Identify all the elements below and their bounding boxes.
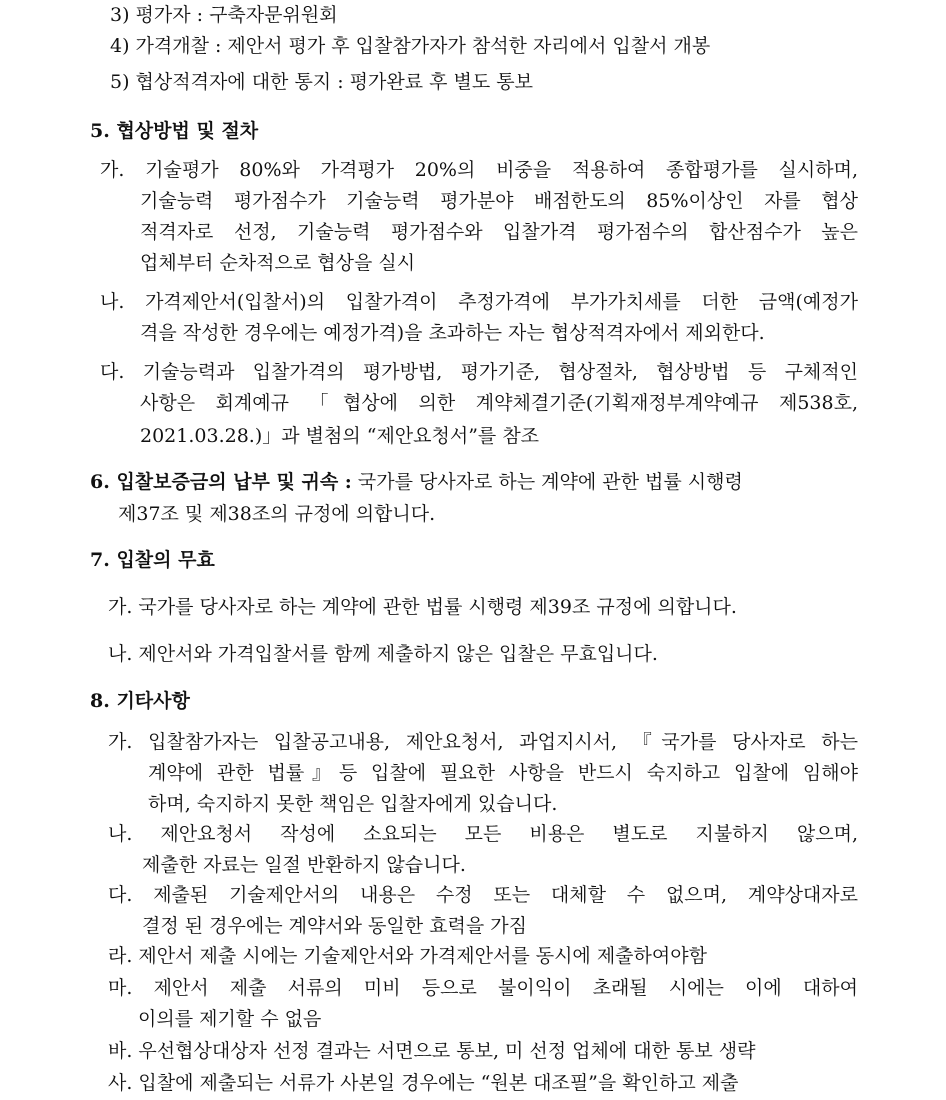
- sec5-na-line1: 나. 가격제안서(입찰서)의 입찰가격이 추정가격에 부가가치세를 더한 금액(예정가: [100, 291, 858, 313]
- sec7-heading: 7. 입찰의 무효: [90, 549, 215, 571]
- sec8-na-line2: 제출한 자료는 일절 반환하지 않습니다.: [142, 854, 466, 876]
- sec8-ga-line2: 계약에 관한 법률』등 입찰에 필요한 사항을 반드시 숙지하고 입찰에 임해야: [148, 762, 858, 784]
- sec5-ga-line3: 적격자로 선정, 기술능력 평가점수와 입찰가격 평가점수의 합산점수가 높은: [140, 221, 858, 243]
- sec5-na-line2: 격을 작성한 경우에는 예정가격)을 초과하는 자는 협상적격자에서 제외한다.: [140, 322, 765, 344]
- sec5-heading: 5. 협상방법 및 절차: [90, 120, 259, 142]
- sec8-da-line2: 결정 된 경우에는 계약서와 동일한 효력을 가짐: [142, 915, 527, 937]
- sec8-ma-line1: 마. 제안서 제출 서류의 미비 등으로 불이익이 초래될 시에는 이에 대하여: [108, 977, 858, 999]
- sec8-sa: 사. 입찰에 제출되는 서류가 사본일 경우에는 “원본 대조필”을 확인하고 제출: [108, 1072, 739, 1094]
- sec5-da-line2: 사항은 회계예규 「협상에 의한 계약체결기준(기획재정부계약예규 제538호,: [140, 392, 858, 414]
- sec5-ga-line2: 기술능력 평가점수가 기술능력 평가분야 배점한도의 85%이상인 자를 협상: [140, 190, 858, 212]
- sec5-ga-line4: 업체부터 순차적으로 협상을 실시: [140, 252, 416, 274]
- sec4-item-4: 4) 가격개찰 : 제안서 평가 후 입찰참가자가 참석한 자리에서 입찰서 개봉: [110, 35, 711, 57]
- sec8-ra: 라. 제안서 제출 시에는 기술제안서와 가격제안서를 동시에 제출하여야함: [108, 945, 707, 967]
- sec6-line2: 제37조 및 제38조의 규정에 의합니다.: [118, 503, 436, 525]
- sec8-ma-line2: 이의를 제기할 수 없음: [138, 1008, 322, 1030]
- sec4-item-5: 5) 협상적격자에 대한 통지 : 평가완료 후 별도 통보: [110, 71, 533, 93]
- sec5-ga-line1: 가. 기술평가 80%와 가격평가 20%의 비중을 적용하여 종합평가를 실시하며,: [100, 159, 858, 181]
- sec4-item-3: 3) 평가자 : 구축자문위원회: [110, 4, 338, 26]
- sec6-heading: 6. 입찰보증금의 납부 및 귀속 :: [90, 471, 352, 493]
- sec8-ba: 바. 우선협상대상자 선정 결과는 서면으로 통보, 미 선정 업체에 대한 통보 생략: [108, 1040, 756, 1062]
- sec7-ga: 가. 국가를 당사자로 하는 계약에 관한 법률 시행령 제39조 규정에 의합니다.: [108, 596, 737, 618]
- sec8-heading: 8. 기타사항: [90, 690, 190, 712]
- sec8-ga-line1: 가. 입찰참가자는 입찰공고내용, 제안요청서, 과업지시서, 『국가를 당사자로 하는: [108, 731, 858, 753]
- sec8-ga-line3: 하며, 숙지하지 못한 책임은 입찰자에게 있습니다.: [148, 793, 558, 815]
- sec5-da-line1: 다. 기술능력과 입찰가격의 평가방법, 평가기준, 협상절차, 협상방법 등 구체적인: [100, 361, 858, 383]
- sec6-line1-text: 국가를 당사자로 하는 계약에 관한 법률 시행령: [351, 471, 743, 493]
- sec7-na: 나. 제안서와 가격입찰서를 함께 제출하지 않은 입찰은 무효입니다.: [108, 643, 658, 665]
- sec8-da-line1: 다. 제출된 기술제안서의 내용은 수정 또는 대체할 수 없으며, 계약상대자로: [108, 884, 858, 906]
- sec8-na-line1: 나. 제안요청서 작성에 소요되는 모든 비용은 별도로 지불하지 않으며,: [108, 823, 858, 845]
- sec6-line1: [90, 467, 866, 497]
- sec5-da-line3: 2021.03.28.)」과 별첨의 “제안요청서”를 참조: [140, 425, 540, 447]
